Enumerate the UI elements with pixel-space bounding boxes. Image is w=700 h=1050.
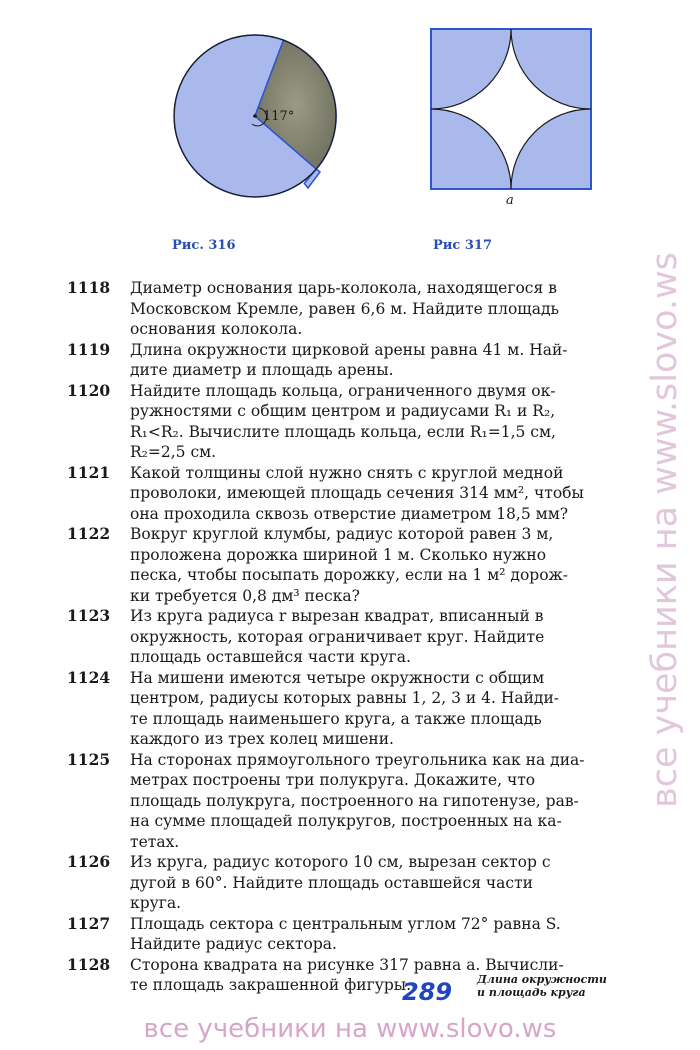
problem-text: На сторонах прямоугольного треугольника как на диа- метрах построены три полукруга. Докажите, что площадь полукруга, построенного на гипотенузе, рав- на сумме площадей полукругов, построенных на ка- тетах. <box>130 750 585 851</box>
problem-number: 1122 <box>67 524 111 543</box>
problem-text: Длина окружности цирковой арены равна 41 м. Най- дите диаметр и площадь арены. <box>130 340 568 379</box>
watermark-vertical-text: все учебники на www.slovo.ws <box>645 252 685 808</box>
problem-number: 1123 <box>67 606 111 625</box>
section-title: Длина окружности и площадь круга <box>477 973 607 999</box>
watermark-vertical <box>640 150 690 910</box>
problem-number: 1119 <box>67 339 111 359</box>
caption-fig-317: Рис 317 <box>433 238 492 253</box>
problem-1127 <box>67 914 641 955</box>
problem-number: 1121 <box>67 462 111 482</box>
problem-number: 1118 <box>67 278 111 297</box>
problem-number: 1120 <box>67 380 111 400</box>
problem-1125 <box>67 750 641 853</box>
problem-number: 1128 <box>67 954 111 974</box>
problem-text: Диаметр основания царь-колокола, находящегося в Московском Кремле, равен 6,6 м. Найдите площадь основания колокола. <box>130 279 559 338</box>
problem-text: На мишени имеются четыре окружности с общим центром, радиусы которых равны 1, 2, 3 и 4. Найди- те площадь наименьшего круга, а также площадь каждого из трех колец мишени. <box>130 668 560 748</box>
problem-1121 <box>67 463 641 525</box>
problem-1123 <box>67 606 641 668</box>
problem-number: 1126 <box>67 852 111 871</box>
page-number: 289 <box>402 978 453 1006</box>
problem-text: Какой толщины слой нужно снять с круглой медной проволоки, имеющей площадь сечения 314 мм², чтобы она проходила сквозь отверстие диаметром 18,5 мм? <box>130 463 584 523</box>
problem-text: Из круга, радиус которого 10 см, вырезан сектор с дугой в 60°. Найдите площадь оставшейся части круга. <box>130 853 551 912</box>
problem-text: Сторона квадрата на рисунке 317 равна a. Вычисли- те площадь закрашенной фигуры. <box>130 955 564 994</box>
angle-label: 117° <box>263 109 295 124</box>
problem-list <box>67 278 641 996</box>
problem-1119 <box>67 340 641 381</box>
problem-text: Площадь сектора с центральным углом 72° равна S. Найдите радиус сектора. <box>130 914 561 953</box>
center-point <box>253 114 257 118</box>
problem-1126 <box>67 852 641 914</box>
problem-1120 <box>67 381 641 463</box>
problem-text: Найдите площадь кольца, ограниченного двумя ок- ружностями с общим центром и радиусами R₁ и R₂, R₁<R₂. Вычислите площадь кольца, если R₁=1,5 см, R₂=2,5 см. <box>130 381 556 461</box>
problem-number: 1125 <box>67 749 111 769</box>
problem-text: Вокруг круглой клумбы, радиус которой равен 3 м, проложена дорожка шириной 1 м. Сколько нужно песка, чтобы посыпать дорожку, если на 1 м² дорож- ки требуется 0,8 дм³ песка? <box>130 525 569 605</box>
caption-fig-316: Рис. 316 <box>172 238 236 253</box>
problem-text: Из круга радиуса r вырезан квадрат, вписанный в окружность, которая ограничивает круг. Найдите площадь оставшейся части круга. <box>130 607 545 666</box>
watermark-bottom: все учебники на www.slovo.ws <box>143 1014 557 1044</box>
problem-number: 1124 <box>67 667 111 687</box>
problem-number: 1127 <box>67 913 111 933</box>
problem-1124 <box>67 668 641 750</box>
problem-1118 <box>67 278 641 340</box>
problem-1122 <box>67 524 641 606</box>
figure-316 <box>160 10 340 210</box>
figure-317 <box>430 28 592 190</box>
side-label-a: a <box>506 193 514 208</box>
